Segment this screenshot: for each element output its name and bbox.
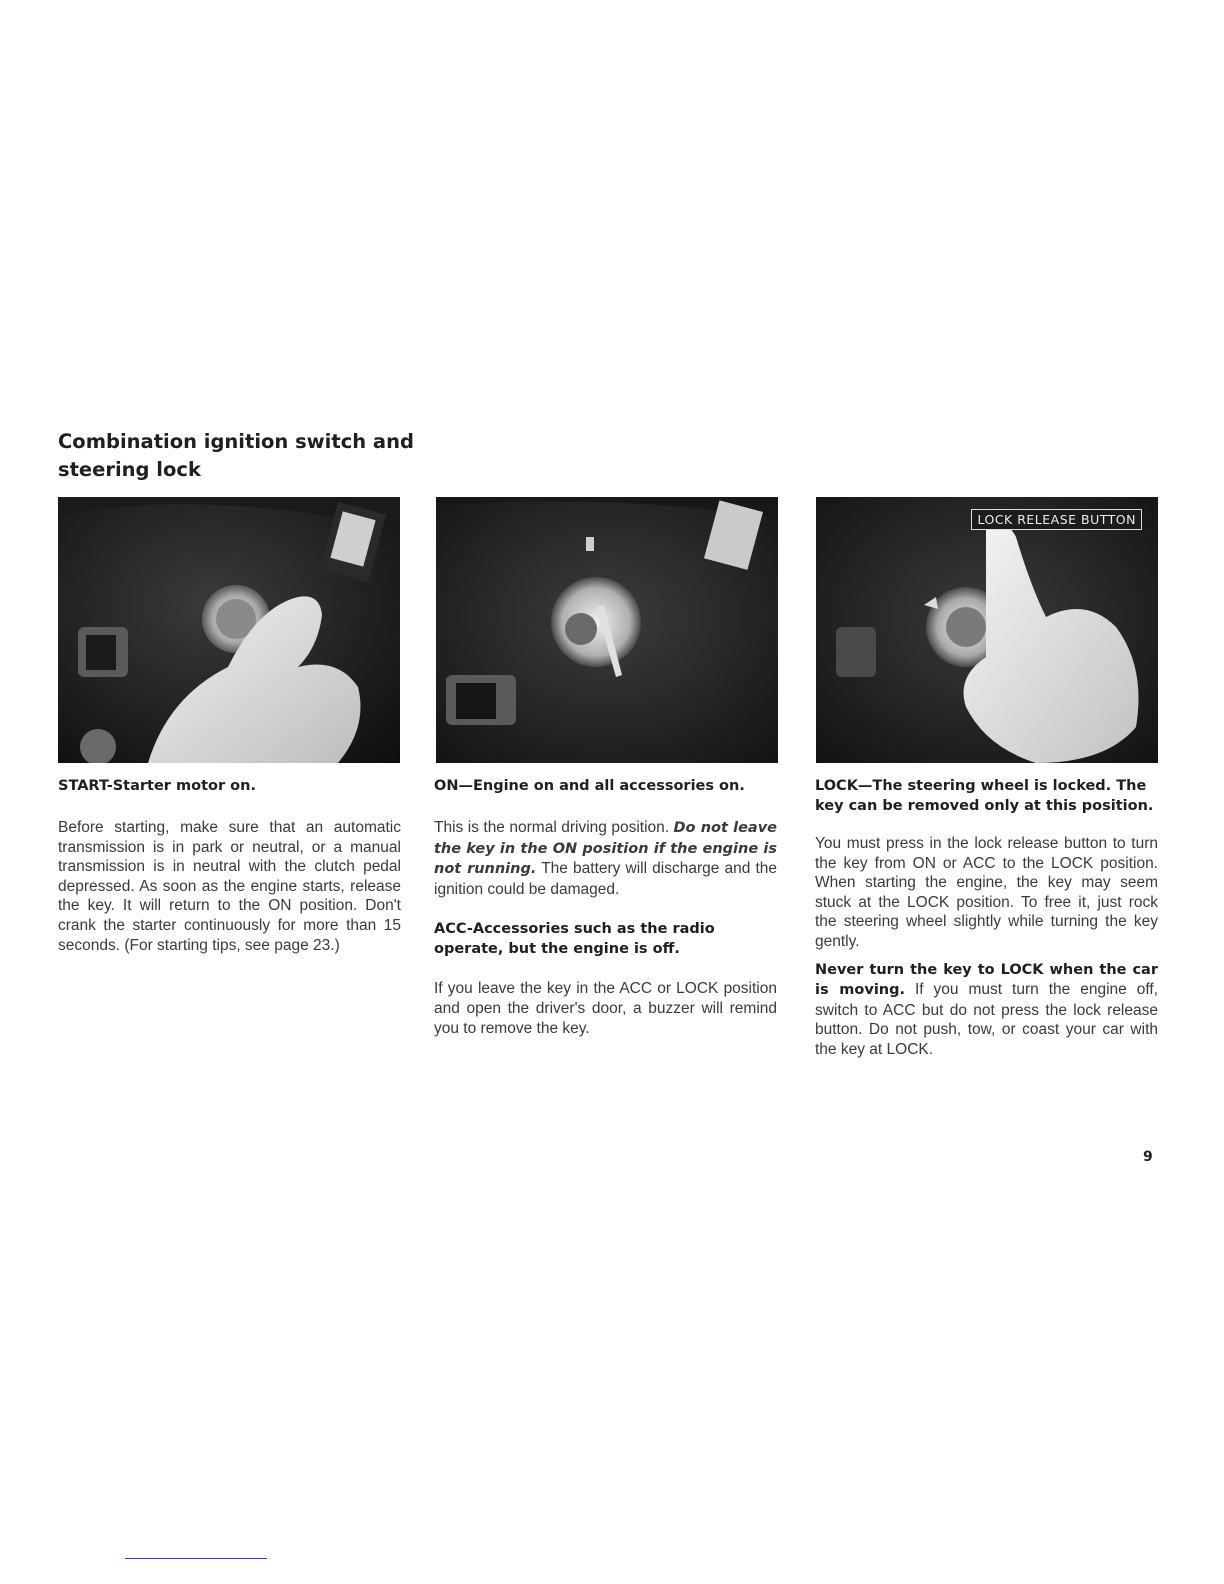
acc-description: If you leave the key in the ACC or LOCK position and open the driver's door, a buzzer will remind you to remove the key.: [434, 980, 777, 1037]
lock-warning-bold: Never turn the key to LOCK when the car is moving.: [815, 961, 1158, 999]
on-acc-column: [434, 776, 777, 1038]
start-position-photo: [58, 497, 400, 763]
footnote-rule: [125, 1558, 267, 1559]
on-position-photo: [436, 497, 778, 763]
lock-position-photo: [816, 497, 1158, 763]
lock-warning-rest: If you must turn the engine off, switch to ACC but do not press the lock release button. Do not push, tow, or coast your car with the key at LOCK.: [815, 981, 1158, 1058]
start-heading: START-Starter motor on.: [58, 778, 256, 794]
on-description-rest: The battery will discharge and the ignition could be damaged.: [434, 860, 777, 898]
on-description: [434, 818, 777, 899]
on-description-warning: Do not leave the key in the ON position if the engine is not running.: [434, 820, 777, 878]
lock-description: You must press in the lock release button to turn the key from ON or ACC to the LOCK position. When starting the engine, the key may seem stuck at the LOCK position. To free it, just rock the steering wheel slightly while turning the key gently.: [815, 835, 1158, 950]
page-number: 9: [1143, 1149, 1153, 1165]
lock-warning: [815, 960, 1158, 1060]
lock-release-button-label: LOCK RELEASE BUTTON: [971, 509, 1142, 530]
start-column: [58, 776, 401, 955]
lock-heading: LOCK—The steering wheel is locked. The key can be removed only at this position.: [815, 778, 1154, 814]
on-description-intro: This is the normal driving position.: [434, 819, 674, 836]
lock-column: [815, 776, 1158, 1060]
acc-heading: ACC-Accessories such as the radio operate, but the engine is off.: [434, 921, 715, 958]
on-heading: ON—Engine on and all accessories on.: [434, 778, 745, 794]
start-description: Before starting, make sure that an automatic transmission is in park or neutral, or a manual transmission is in neutral with the clutch pedal depressed. As soon as the engine starts, release the key. It will return to the ON position. Don't crank the starter continuously for more than 15 seconds. (For starting tips, see page 23.): [58, 819, 401, 954]
page-title: Combination ignition switch and steering lock: [58, 430, 414, 481]
